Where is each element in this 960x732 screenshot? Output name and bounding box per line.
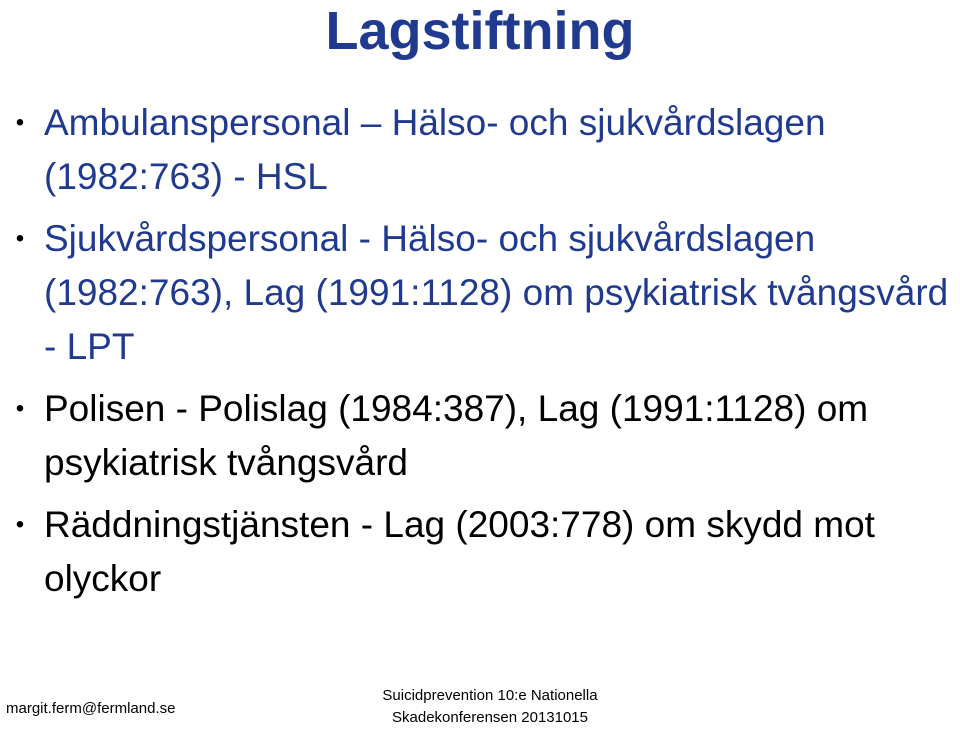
bullet-text: Polisen - Polislag (1984:387), Lag (1991:1128) om psykiatrisk tvångsvård bbox=[44, 388, 869, 483]
bullet-icon: • bbox=[15, 511, 25, 538]
bullet-icon: • bbox=[15, 395, 25, 422]
bullet-list bbox=[10, 96, 955, 614]
bullet-icon: • bbox=[15, 109, 25, 136]
footer-event-line1: Suicidprevention 10:e Nationella bbox=[382, 687, 598, 704]
bullet-icon: • bbox=[15, 225, 25, 252]
footer-event-line2: Skadekonferensen 20131015 bbox=[392, 709, 588, 726]
bullet-text: Räddningstjänsten - Lag (2003:778) om skydd mot olyckor bbox=[44, 504, 875, 599]
bullet-text: Sjukvårdspersonal - Hälso- och sjukvårdslagen (1982:763), Lag (1991:1128) om psykiatrisk tvångsvård - LPT bbox=[44, 218, 949, 367]
bullet-text: Ambulanspersonal – Hälso- och sjukvårdslagen (1982:763) - HSL bbox=[44, 102, 826, 197]
footer-email: margit.ferm@fermland.se bbox=[6, 700, 176, 717]
bullet-item-ambulanspersonal bbox=[10, 96, 955, 204]
slide-title: Lagstiftning bbox=[325, 1, 635, 61]
footer-event bbox=[300, 685, 680, 729]
bullet-item-raddningstjansten bbox=[10, 498, 955, 606]
bullet-item-sjukvardspersonal bbox=[10, 212, 955, 374]
bullet-item-polisen bbox=[10, 382, 955, 490]
